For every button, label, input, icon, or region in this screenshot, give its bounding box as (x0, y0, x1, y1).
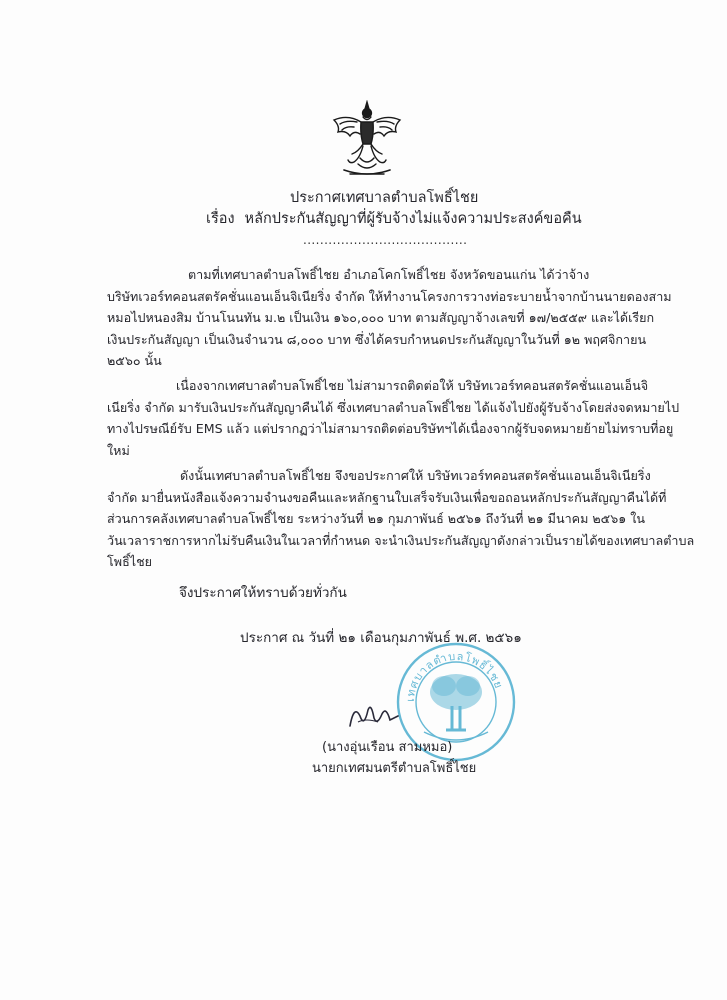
announcement-date: ประกาศ ณ วันที่ ๒๑ เดือนกุมภาพันธ์ พ.ศ. ๒๕๖๑ (240, 630, 522, 646)
subject-line (206, 207, 582, 230)
paragraph-3 (107, 465, 694, 573)
paragraph-line: จำกัด มายื่นหนังสือแจ้งความจำนงขอคืนและหลักฐานใบเสร็จรับเงินเพื่อขอถอนหลักประกันสัญญาคืนได้ที่ (107, 489, 667, 505)
paragraph-line: ๒๕๖๐ นั้น (107, 353, 162, 368)
signer-name: (นางอุ่นเรือน สามหมอ) (322, 740, 453, 755)
subject-label: เรื่อง (206, 211, 235, 227)
title-divider: ....................................... (303, 233, 468, 247)
paragraph-line: ตามที่เทศบาลตำบลโพธิ์ไชย อำเภอโคกโพธิ์ไชย จังหวัดขอนแก่น ได้ว่าจ้าง (188, 267, 590, 282)
paragraph-line: เนียริ่ง จำกัด มารับเงินประกันสัญญาคืนได้ ซึ่งเทศบาลตำบลโพธิ์ไชย ได้แจ้งไปยังผู้รับจ้างโดยส่งจดหมายไป (107, 399, 680, 415)
paragraph-1 (107, 264, 672, 372)
closing-statement: จึงประกาศให้ทราบด้วยทั่วกัน (179, 585, 347, 601)
paragraph-line: โพธิ์ไชย (107, 554, 153, 569)
paragraph-line: เนื่องจากเทศบาลตำบลโพธิ์ไชย ไม่สามารถติดต่อให้ บริษัทเวอร์ทคอนสตรัคชั่นแอนเอ็นจิ (176, 378, 649, 393)
page-title: ประกาศเทศบาลตำบลโพธิ์ไชย (290, 190, 479, 206)
paragraph-line: เงินประกันสัญญา เป็นเงินจำนวน ๘,๐๐๐ บาท ซึ่งได้ครบกำหนดประกันสัญญาในวันที่ ๑๒ พฤศจิกายน (107, 331, 647, 347)
subject-text: หลักประกันสัญญาที่ผู้รับจ้างไม่แจ้งความประสงค์ขอคืน (244, 211, 582, 227)
signer-position: นายกเทศมนตรีตำบลโพธิ์ไชย (312, 761, 477, 776)
handwritten-signature (344, 696, 404, 736)
garuda-emblem (330, 100, 404, 178)
paragraph-line: วันเวลาราชการหากไม่รับคืนเงินในเวลาที่กำหนด จะนำเงินประกันสัญญาดังกล่าวเป็นรายได้ของเทศบาลตำบล (107, 532, 695, 548)
svg-text:เทศบาลตำบลโพธิ์ไชย: เทศบาลตำบลโพธิ์ไชย (403, 649, 506, 703)
paragraph-line: หมอไปหนองสิม บ้านโนนทัน ม.๒ เป็นเงิน ๑๖๐,๐๐๐ บาท ตามสัญญาจ้างเลขที่ ๑๗/๒๕๕๙ และได้เรียก (107, 310, 655, 325)
paragraph-2 (107, 375, 679, 461)
paragraph-line: ส่วนการคลังเทศบาลตำบลโพธิ์ไชย ระหว่างวันที่ ๒๑ กุมภาพันธ์ ๒๕๖๑ ถึงวันที่ ๒๑ มีนาคม ๒๕๖๑ ใน (107, 511, 645, 526)
paragraph-line: ใหม่ (107, 442, 130, 458)
paragraph-line: ทางไปรษณีย์รับ EMS แล้ว แต่ปรากฏว่าไม่สามารถติดต่อบริษัทฯได้เนื่องจากผู้รับจดหมายย้ายไม่ทราบที่อยู (107, 421, 674, 436)
paragraph-line: บริษัทเวอร์ทคอนสตรัคชั่นแอนเอ็นจิเนียริ่ง จำกัด ให้ทำงานโครงการวางท่อระบายน้ำจากบ้านนายดองสาม (107, 288, 672, 304)
paragraph-line: ดังนั้นเทศบาลตำบลโพธิ์ไชย จึงขอประกาศให้ บริษัทเวอร์ทคอนสตรัคชั่นแอนเอ็นจิเนียริ่ง (180, 468, 651, 483)
